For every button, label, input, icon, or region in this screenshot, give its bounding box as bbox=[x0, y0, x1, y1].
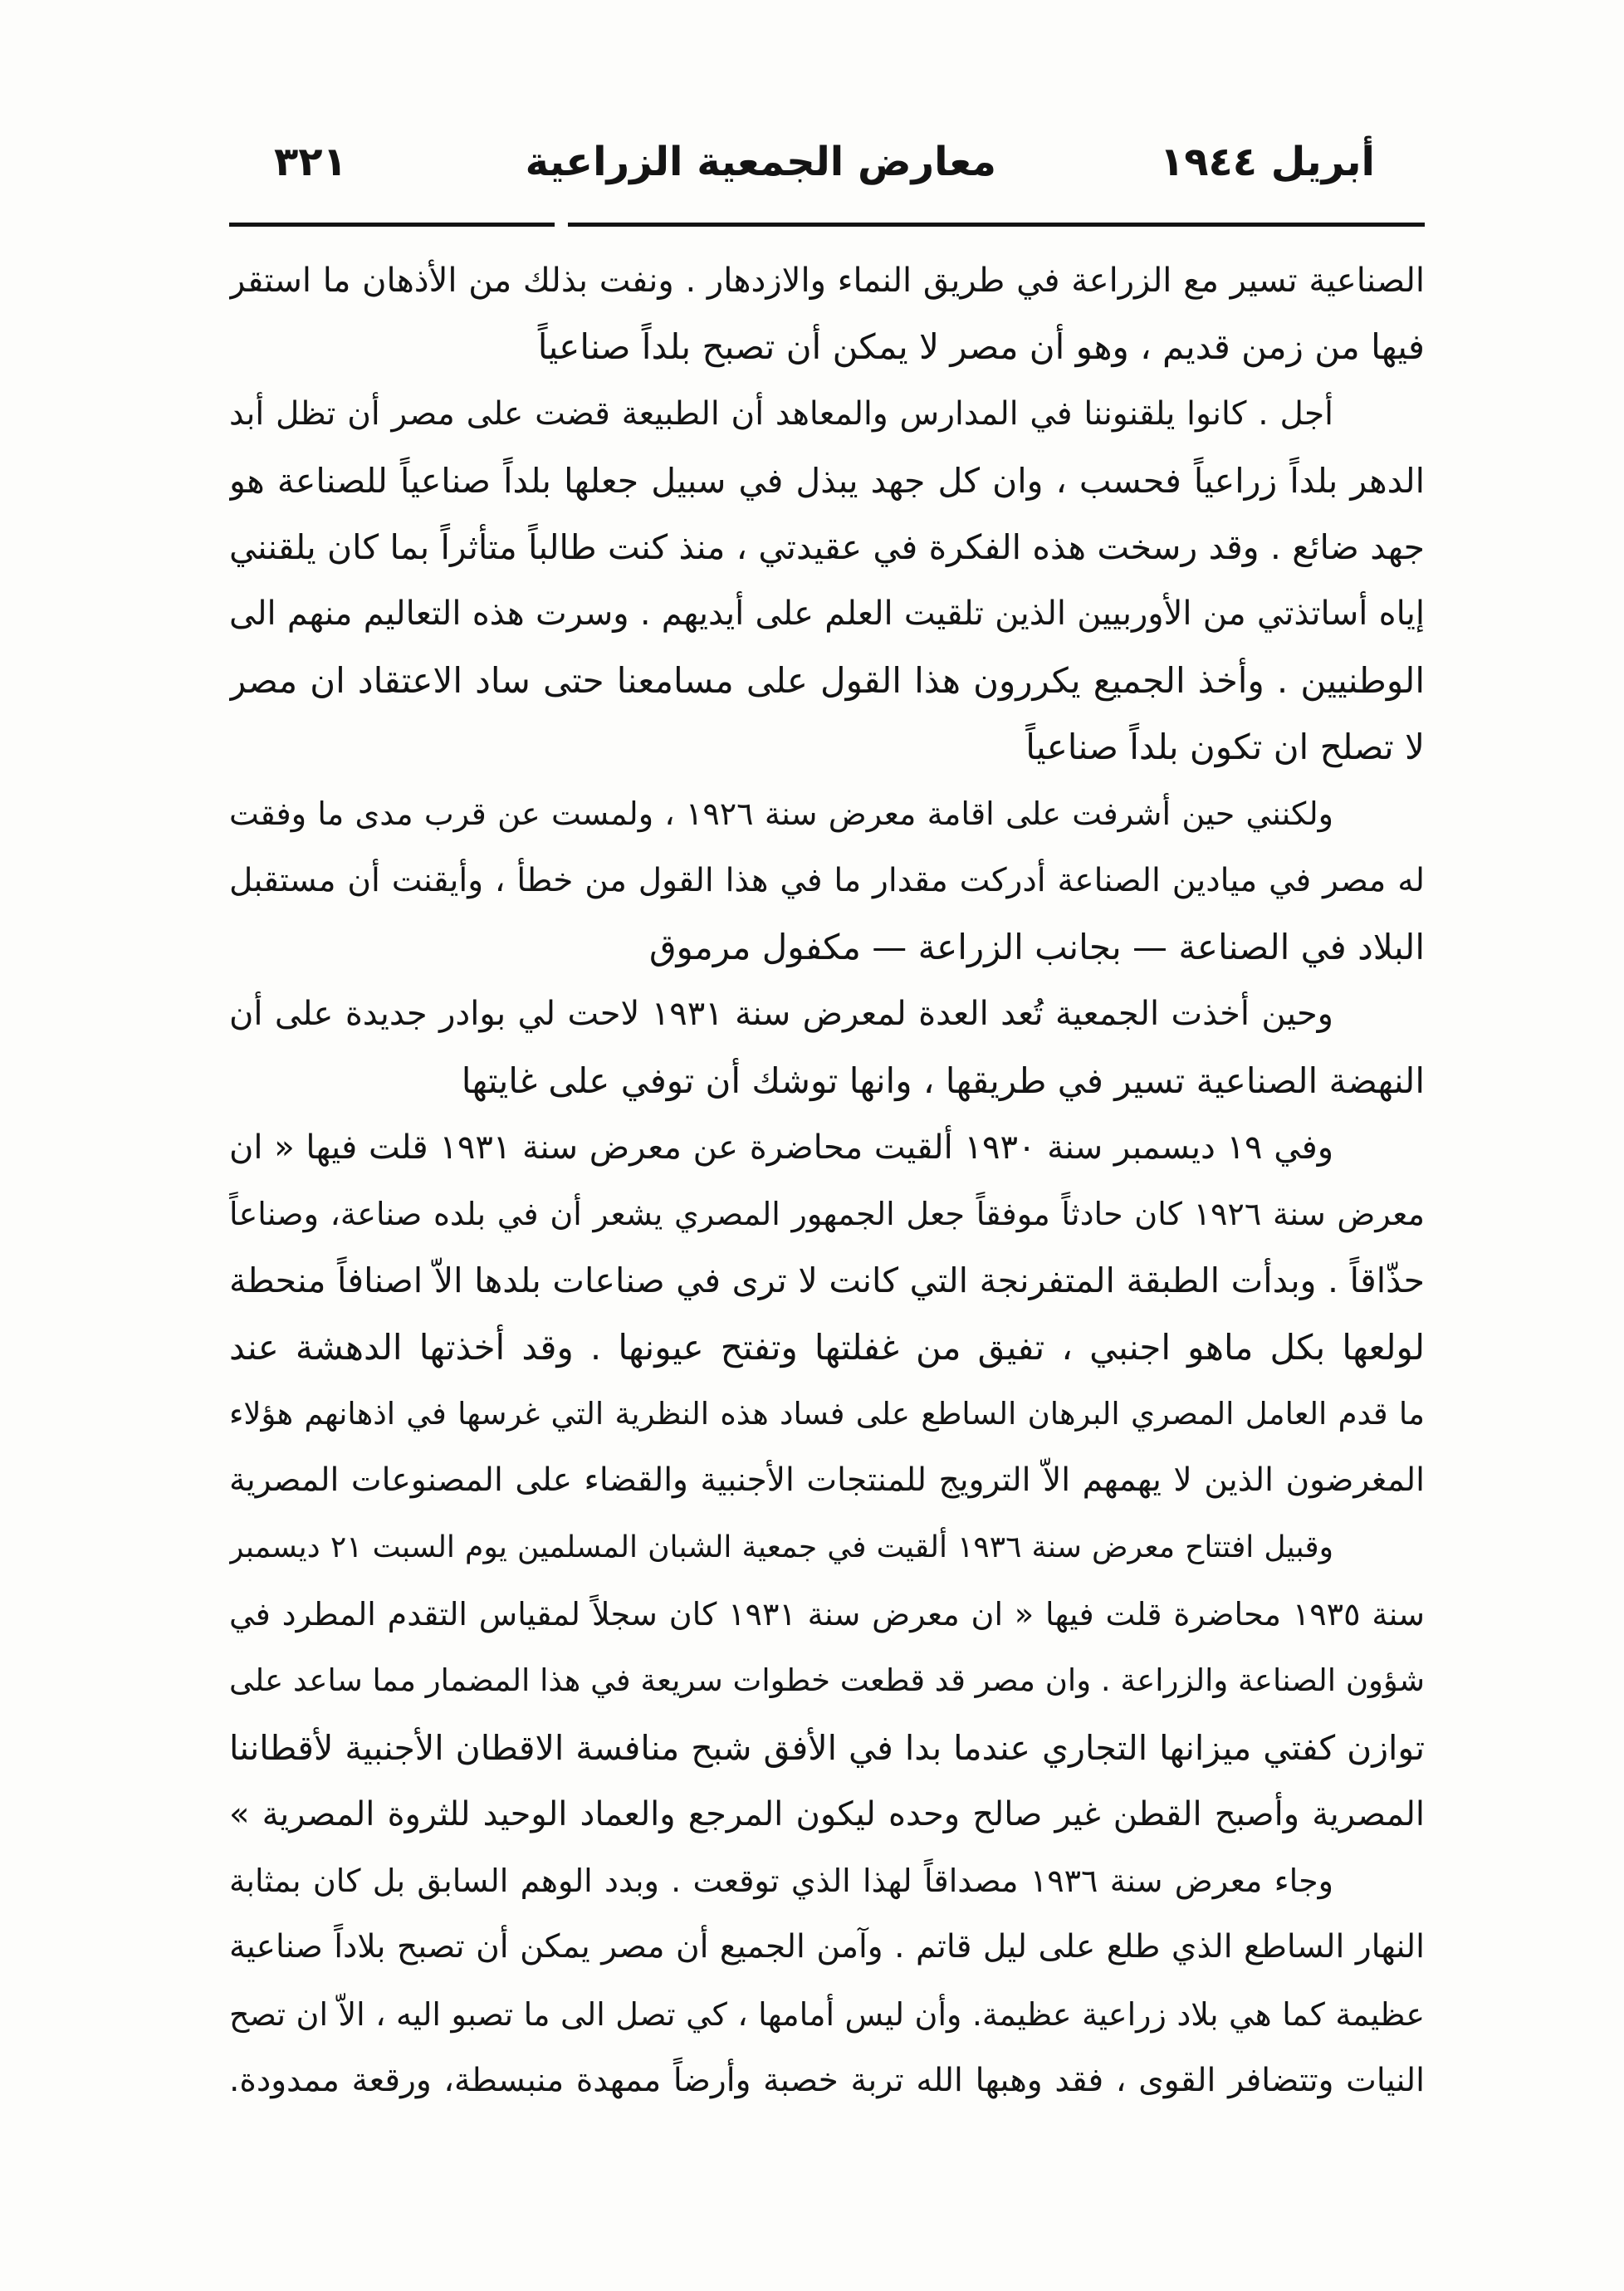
article-body bbox=[229, 247, 1425, 2114]
text-line: شؤون الصناعة والزراعة . وان مصر قد قطعت خطوات سريعة في هذا المضمار مما ساعد على bbox=[229, 1662, 1425, 1699]
paragraph bbox=[229, 1848, 1425, 2114]
header-rule bbox=[568, 223, 1425, 227]
text-line: النهضة الصناعية تسير في طريقها ، وانها توشك أن توفي على غايتها bbox=[461, 1060, 1425, 1101]
header-rule bbox=[229, 223, 555, 227]
text-line: لولعها بكل ماهو اجنبي ، تفيق من غفلتها وتفتح عيونها . وقد أخذتها الدهشة عند bbox=[229, 1326, 1425, 1368]
text-line: أجل . كانوا يلقنوننا في المدارس والمعاهد أن الطبيعة قضت على مصر أن تظل أبد bbox=[229, 394, 1333, 433]
text-line: لا تصلح ان تكون بلداً صناعياً bbox=[1025, 727, 1425, 768]
text-line: عظيمة كما هي بلاد زراعية عظيمة. وأن ليس أمامها ، كي تصل الى ما تصبو اليه ، الاّ ان تصح bbox=[229, 1995, 1425, 2033]
text-line: النهار الساطع الذي طلع على ليل قاتم . وآمن الجميع أن مصر يمكن أن تصبح بلاداً صناعية bbox=[229, 1928, 1425, 1966]
text-line: معرض سنة ١٩٢٦ كان حادثاً موفقاً جعل الجمهور المصري يشعر أن في بلده صناعة، وصناعاً bbox=[229, 1196, 1425, 1233]
text-line: وقبيل افتتاح معرض سنة ١٩٣٦ ألقيت في جمعية الشبان المسلمين يوم السبت ٢١ ديسمبر bbox=[229, 1530, 1333, 1564]
text-line: توازن كفتي ميزانها التجاري عندما بدا في الأفق شبح منافسة الاقطان الأجنبية لأقطاننا bbox=[229, 1727, 1425, 1768]
text-line: سنة ١٩٣٥ محاضرة قلت فيها « ان معرض سنة ١٩٣١ كان سجلاً لمقياس التقدم المطرد في bbox=[229, 1595, 1425, 1633]
text-line: النيات وتتضافر القوى ، فقد وهبها الله تربة خصبة وأرضاً ممهدة منبسطة، ورقعة ممدودة. bbox=[229, 2062, 1425, 2100]
running-head-title: معارض الجمعية الزراعية bbox=[525, 139, 996, 185]
text-line: حذّاقاً . وبدأت الطبقة المتفرنجة التي كانت لا ترى في صناعات بلدها الاّ اصنافاً منحطة bbox=[229, 1261, 1425, 1301]
text-line: إياه أساتذتي من الأوربيين الذين تلقيت العلم على أيديهم . وسرت هذه التعاليم منهم الى bbox=[229, 595, 1425, 634]
paragraph bbox=[229, 981, 1425, 1114]
text-line: البلاد في الصناعة — بجانب الزراعة — مكفول مرموق bbox=[648, 926, 1425, 967]
paragraph bbox=[229, 1114, 1425, 1515]
text-line: ولكنني حين أشرفت على اقامة معرض سنة ١٩٢٦ ، ولمست عن قرب مدى ما وفقت bbox=[229, 795, 1334, 833]
text-line: له مصر في ميادين الصناعة أدركت مقدار ما في هذا القول من خطأ ، وأيقنت أن مستقبل bbox=[229, 861, 1425, 899]
paragraph bbox=[229, 247, 1425, 381]
text-line: ما قدم العامل المصري البرهان الساطع على فساد هذه النظرية التي غرسها في اذهانهم هؤلاء bbox=[229, 1396, 1425, 1432]
paragraph bbox=[229, 381, 1425, 781]
running-head-date: أبريل ١٩٤٤ bbox=[1159, 139, 1375, 185]
text-line: المغرضون الذين لا يهمهم الاّ الترويج للمنتجات الأجنبية والقضاء على المصنوعات المصرية bbox=[229, 1461, 1425, 1500]
text-line: المصرية وأصبح القطن غير صالح وحده ليكون المرجع والعماد الوحيد للثروة المصرية » bbox=[229, 1794, 1425, 1833]
text-line: وجاء معرض سنة ١٩٣٦ مصداقاً لهذا الذي توقعت . وبدد الوهم السابق بل كان بمثابة bbox=[229, 1863, 1333, 1900]
paragraph bbox=[229, 781, 1425, 981]
text-line: وفي ١٩ ديسمبر سنة ١٩٣٠ ألقيت محاضرة عن معرض سنة ١٩٣١ قلت فيها « ان bbox=[229, 1128, 1334, 1167]
paragraph bbox=[229, 1515, 1425, 1848]
text-line: الصناعية تسير مع الزراعة في طريق النماء والازدهار . ونفت بذلك من الأذهان ما استقر bbox=[229, 262, 1425, 300]
text-line: الوطنيين . وأخذ الجميع يكررون هذا القول على مسامعنا حتى ساد الاعتقاد ان مصر bbox=[229, 659, 1425, 701]
page-number: ٣٢١ bbox=[274, 139, 347, 185]
text-line: فيها من زمن قديم ، وهو أن مصر لا يمكن أن تصبح بلداً صناعياً bbox=[537, 326, 1425, 368]
text-line: الدهر بلداً زراعياً فحسب ، وان كل جهد يبذل في سبيل جعلها بلداً صناعياً للصناعة هو bbox=[229, 460, 1425, 501]
text-line: وحين أخذت الجمعية تُعد العدة لمعرض سنة ١٩٣١ لاحت لي بوادر جديدة على أن bbox=[229, 995, 1333, 1034]
text-line: جهد ضائع . وقد رسخت هذه الفكرة في عقيدتي ، منذ كنت طالباً متأثراً بما كان يلقنني bbox=[229, 527, 1425, 568]
